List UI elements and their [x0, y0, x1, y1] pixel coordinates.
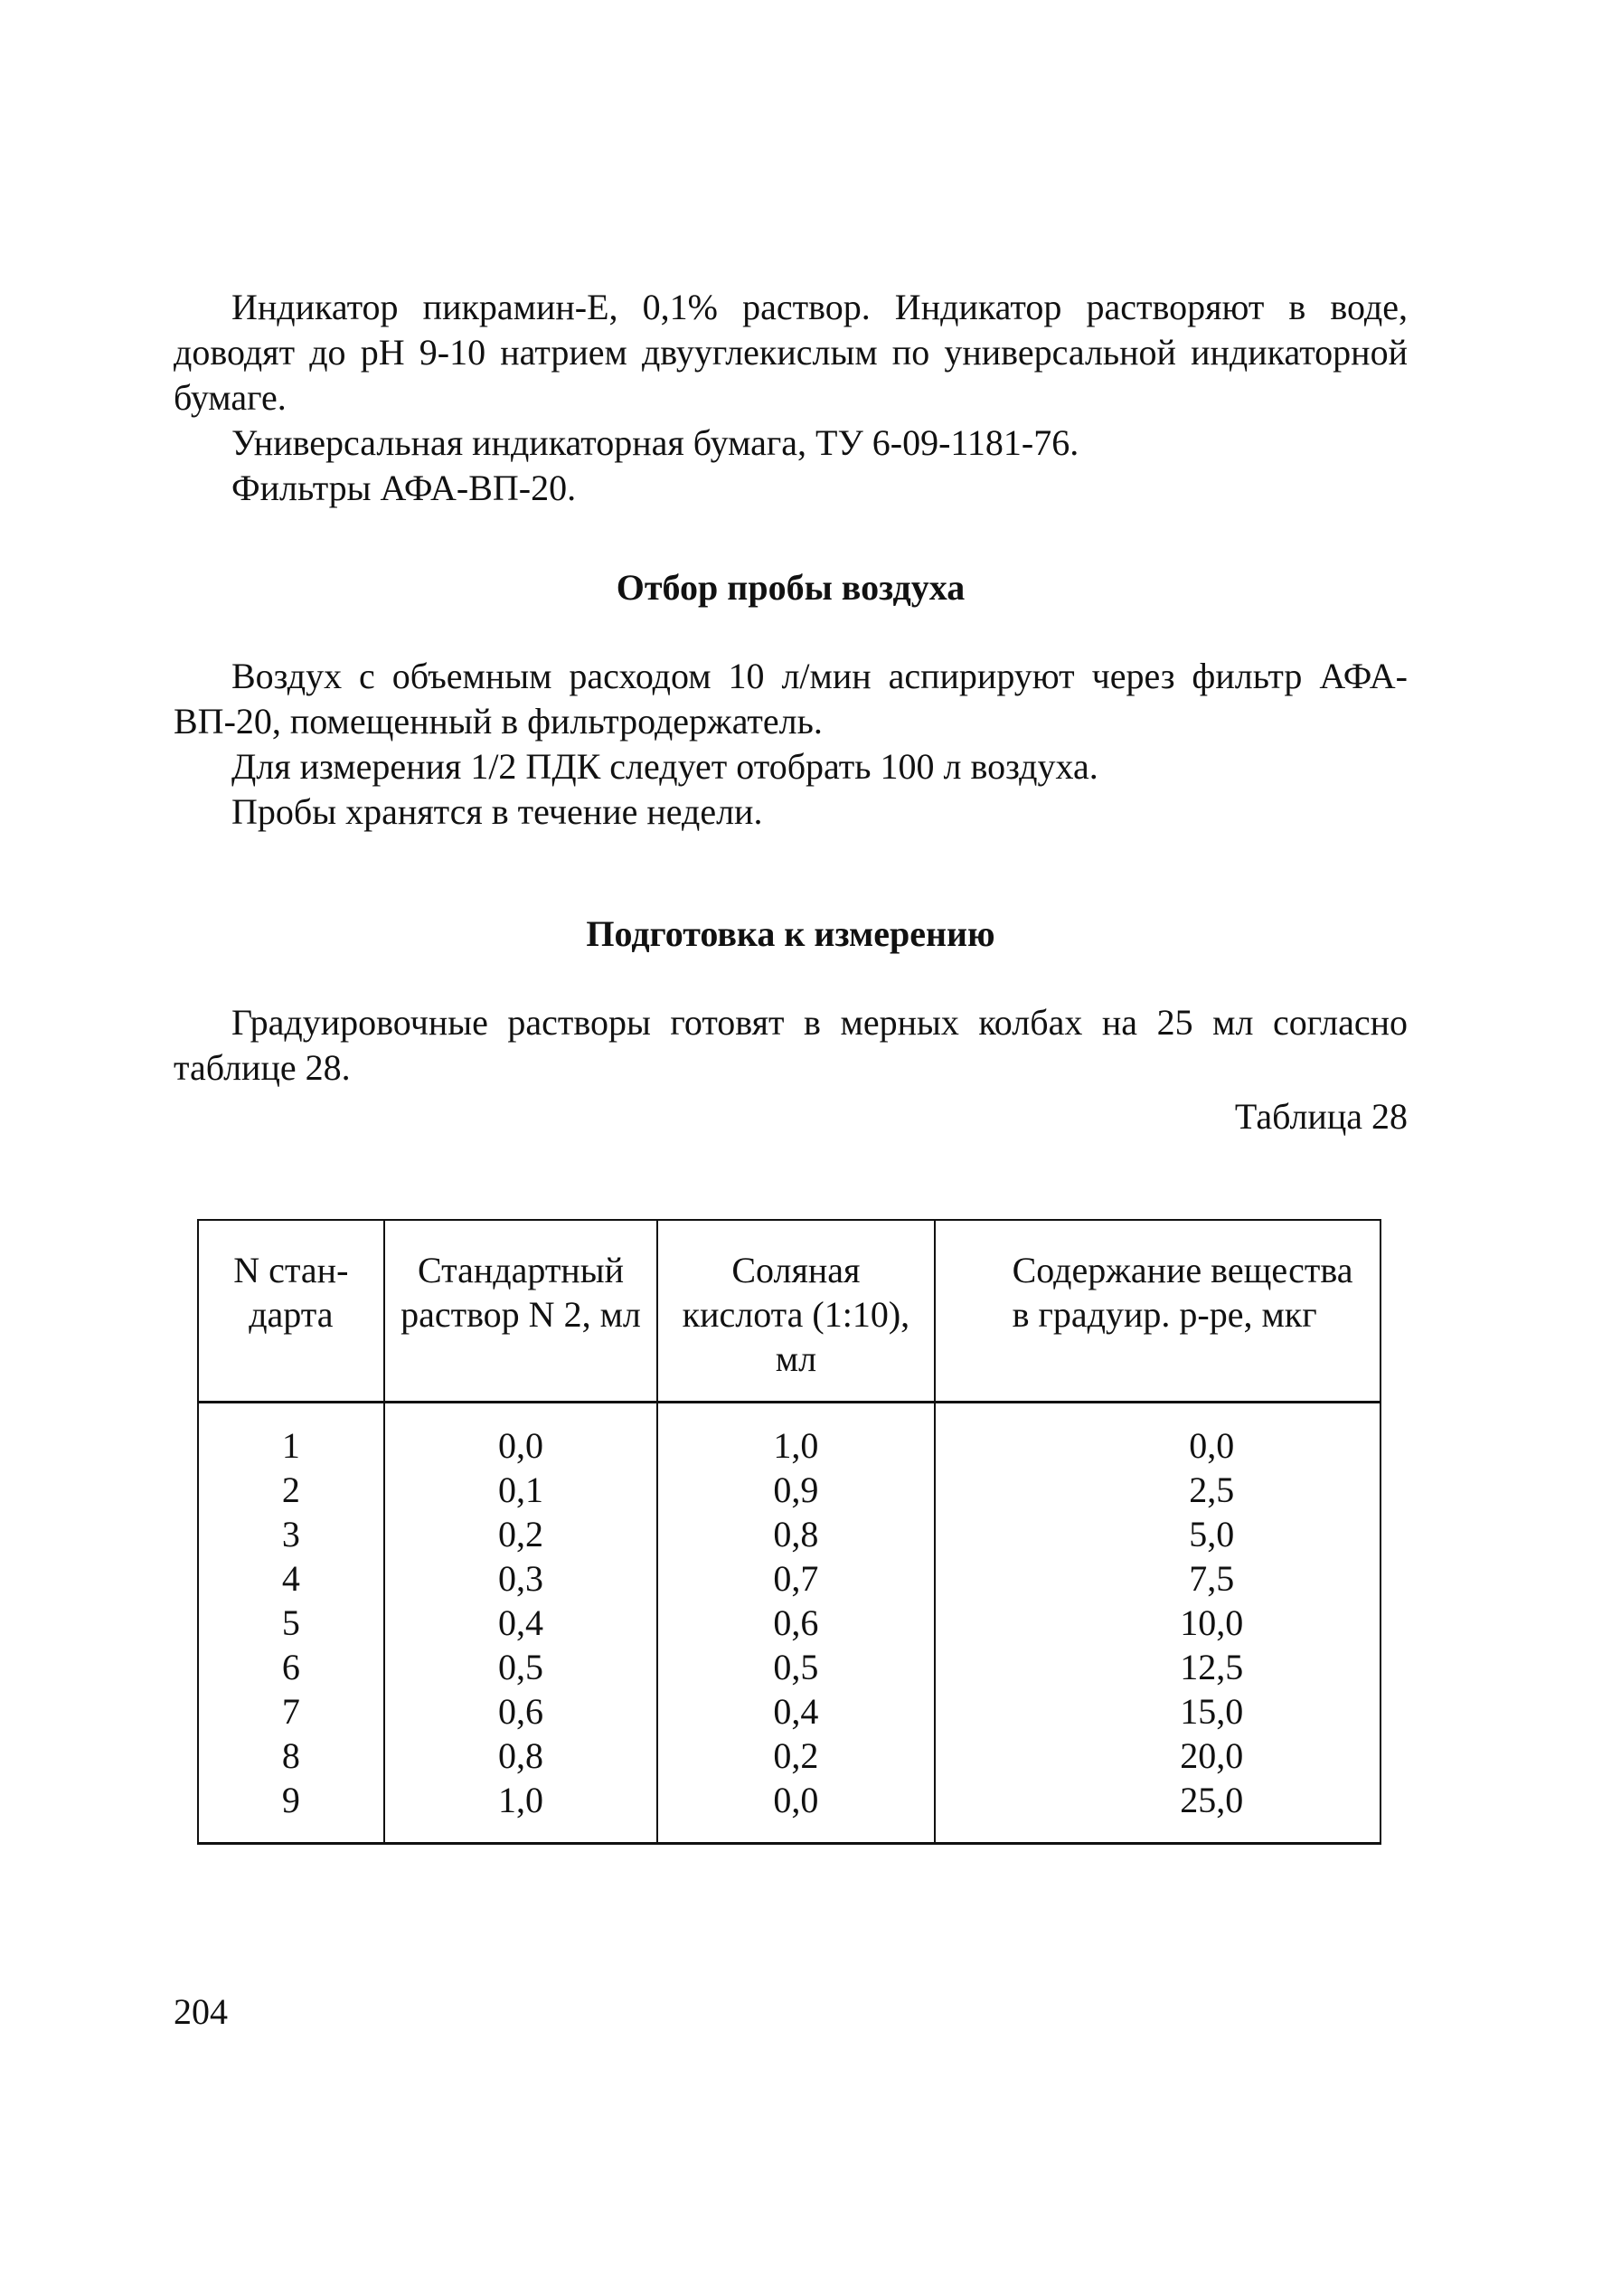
intro-paragraph-indicator: Индикатор пикрамин-Е, 0,1% раствор. Индикатор растворяют в воде, доводят до pH 9-10 натрием двууглекислым по универсальной индикаторной бумаге. [174, 287, 1408, 418]
sampling-paragraph-flow: Воздух с объемным расходом 10 л/мин аспирируют через фильтр АФА-ВП-20, помещенный в фильтродержатель. [174, 656, 1408, 742]
cell-standard-solution: 0,0 [384, 1403, 658, 1469]
cell-substance-content: 7,5 [935, 1556, 1381, 1601]
table-row [198, 1601, 1381, 1645]
cell-hydrochloric-acid: 0,6 [657, 1601, 934, 1645]
page-number: 204 [174, 1991, 228, 2032]
cell-substance-content: 2,5 [935, 1468, 1381, 1512]
cell-standard-number: 7 [198, 1689, 384, 1734]
cell-substance-content: 15,0 [935, 1689, 1381, 1734]
sampling-paragraph-storage: Пробы хранятся в течение недели. [231, 791, 763, 832]
cell-standard-solution: 0,1 [384, 1468, 658, 1512]
intro-paragraph-filters: Фильтры АФА-ВП-20. [231, 468, 577, 508]
cell-standard-solution: 0,2 [384, 1512, 658, 1556]
table-header-standard-number: N стан- дарта [198, 1220, 384, 1403]
table-row [198, 1556, 1381, 1601]
cell-substance-content: 12,5 [935, 1645, 1381, 1689]
cell-hydrochloric-acid: 0,2 [657, 1734, 934, 1778]
cell-hydrochloric-acid: 0,0 [657, 1778, 934, 1844]
sampling-paragraph-volume: Для измерения 1/2 ПДК следует отобрать 100 л воздуха. [231, 746, 1098, 787]
cell-standard-solution: 1,0 [384, 1778, 658, 1844]
cell-substance-content: 25,0 [935, 1778, 1381, 1844]
cell-standard-number: 5 [198, 1601, 384, 1645]
cell-hydrochloric-acid: 0,5 [657, 1645, 934, 1689]
heading-sampling: Отбор пробы воздуха [616, 567, 966, 608]
cell-standard-number: 8 [198, 1734, 384, 1778]
cell-substance-content: 10,0 [935, 1601, 1381, 1645]
cell-hydrochloric-acid: 0,4 [657, 1689, 934, 1734]
cell-standard-solution: 0,8 [384, 1734, 658, 1778]
cell-hydrochloric-acid: 0,7 [657, 1556, 934, 1601]
cell-standard-number: 3 [198, 1512, 384, 1556]
cell-hydrochloric-acid: 0,9 [657, 1468, 934, 1512]
table-row [198, 1645, 1381, 1689]
preparation-paragraph: Градуировочные растворы готовят в мерных колбах на 25 мл согласно таблице 28. [174, 1002, 1408, 1088]
page-content [174, 285, 1408, 1139]
cell-standard-number: 9 [198, 1778, 384, 1844]
table-row [198, 1512, 1381, 1556]
cell-standard-solution: 0,5 [384, 1645, 658, 1689]
cell-hydrochloric-acid: 1,0 [657, 1403, 934, 1469]
table-header-row [198, 1220, 1381, 1403]
intro-paragraph-paper: Универсальная индикаторная бумага, ТУ 6-09-1181-76. [231, 422, 1079, 463]
cell-standard-number: 2 [198, 1468, 384, 1512]
heading-preparation: Подготовка к измерению [586, 913, 995, 954]
cell-standard-number: 4 [198, 1556, 384, 1601]
cell-hydrochloric-acid: 0,8 [657, 1512, 934, 1556]
table-row [198, 1403, 1381, 1469]
calibration-table [197, 1219, 1381, 1845]
table-header-standard-solution: Стандартный раствор N 2, мл [384, 1220, 658, 1403]
cell-substance-content: 0,0 [935, 1403, 1381, 1469]
cell-standard-number: 6 [198, 1645, 384, 1689]
table-row [198, 1734, 1381, 1778]
table-row [198, 1468, 1381, 1512]
cell-substance-content: 20,0 [935, 1734, 1381, 1778]
table-header-substance-content: Содержание вещества в градуир. р-ре, мкг [935, 1220, 1381, 1403]
table-caption: Таблица 28 [1234, 1096, 1408, 1137]
table-header-hydrochloric-acid: Соляная кислота (1:10), мл [657, 1220, 934, 1403]
table-row [198, 1778, 1381, 1844]
cell-standard-solution: 0,3 [384, 1556, 658, 1601]
cell-standard-solution: 0,4 [384, 1601, 658, 1645]
table-row [198, 1689, 1381, 1734]
cell-standard-solution: 0,6 [384, 1689, 658, 1734]
cell-substance-content: 5,0 [935, 1512, 1381, 1556]
cell-standard-number: 1 [198, 1403, 384, 1469]
